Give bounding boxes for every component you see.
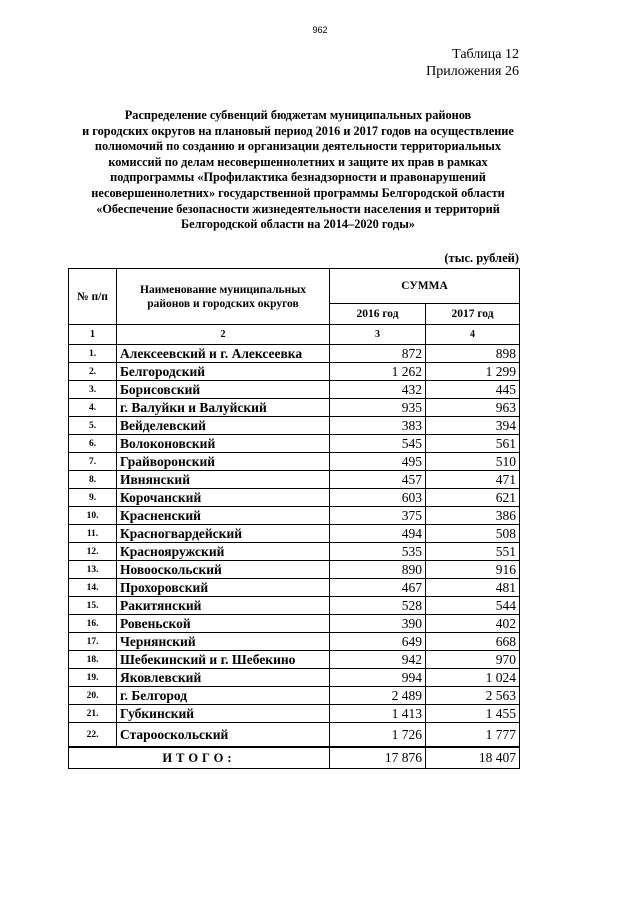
table-row bbox=[69, 579, 520, 597]
table-row bbox=[69, 615, 520, 633]
row-number: 15. bbox=[69, 597, 117, 615]
table-row bbox=[69, 399, 520, 417]
value-2016: 935 bbox=[330, 399, 426, 417]
district-name: Старооскольский bbox=[117, 723, 330, 748]
value-2016: 467 bbox=[330, 579, 426, 597]
table-row bbox=[69, 489, 520, 507]
col-number: 2 bbox=[117, 325, 330, 345]
value-2017: 2 563 bbox=[426, 687, 520, 705]
table-row bbox=[69, 669, 520, 687]
header-row bbox=[69, 269, 520, 304]
value-2016-total: 17 876 bbox=[330, 747, 426, 769]
value-2016: 432 bbox=[330, 381, 426, 399]
value-2016: 1 413 bbox=[330, 705, 426, 723]
value-2017: 1 299 bbox=[426, 363, 520, 381]
value-2016: 383 bbox=[330, 417, 426, 435]
appendix-label: Приложения 26 bbox=[426, 64, 519, 79]
value-2017: 1 455 bbox=[426, 705, 520, 723]
table-row bbox=[69, 507, 520, 525]
district-name: Волоконовский bbox=[117, 435, 330, 453]
table-row bbox=[69, 363, 520, 381]
district-name: Борисовский bbox=[117, 381, 330, 399]
value-2017: 898 bbox=[426, 345, 520, 363]
header-num: № п/п bbox=[69, 269, 117, 325]
value-2017: 668 bbox=[426, 633, 520, 651]
district-name: Шебекинский и г. Шебекино bbox=[117, 651, 330, 669]
subvention-table bbox=[68, 268, 520, 769]
value-2016: 528 bbox=[330, 597, 426, 615]
value-2017: 402 bbox=[426, 615, 520, 633]
table-row bbox=[69, 381, 520, 399]
value-2017: 445 bbox=[426, 381, 520, 399]
value-2017: 1 777 bbox=[426, 723, 520, 748]
value-2016: 535 bbox=[330, 543, 426, 561]
value-2016: 545 bbox=[330, 435, 426, 453]
value-2017: 508 bbox=[426, 525, 520, 543]
row-number: 14. bbox=[69, 579, 117, 597]
value-2017: 916 bbox=[426, 561, 520, 579]
row-number: 13. bbox=[69, 561, 117, 579]
value-2016: 890 bbox=[330, 561, 426, 579]
title-line: комиссий по делам несовершеннолетних и защите их прав в рамках bbox=[108, 154, 488, 169]
title-line: Распределение субвенций бюджетам муниципальных районов bbox=[124, 108, 472, 122]
row-number: 22. bbox=[69, 723, 117, 748]
value-2016: 390 bbox=[330, 615, 426, 633]
value-2016: 942 bbox=[330, 651, 426, 669]
row-number: 7. bbox=[69, 453, 117, 471]
table-row bbox=[69, 543, 520, 561]
district-name: Вейделевский bbox=[117, 417, 330, 435]
row-number: 8. bbox=[69, 471, 117, 489]
header-name: Наименование муниципальных районов и городских округов bbox=[117, 269, 330, 325]
value-2016: 375 bbox=[330, 507, 426, 525]
district-name: Белгородский bbox=[117, 363, 330, 381]
table-row bbox=[69, 417, 520, 435]
col-number: 1 bbox=[69, 325, 117, 345]
row-number: 5. bbox=[69, 417, 117, 435]
district-name: Алексеевский и г. Алексеевка bbox=[117, 345, 330, 363]
district-name: Чернянский bbox=[117, 633, 330, 651]
value-2016: 872 bbox=[330, 345, 426, 363]
table-row bbox=[69, 723, 520, 748]
district-name: Красненский bbox=[117, 507, 330, 525]
value-2016: 649 bbox=[330, 633, 426, 651]
value-2016: 495 bbox=[330, 453, 426, 471]
header-2016: 2016 год bbox=[330, 304, 426, 325]
value-2017: 394 bbox=[426, 417, 520, 435]
page-number: 962 bbox=[312, 25, 328, 35]
district-name: Краснояружский bbox=[117, 543, 330, 561]
value-2016: 457 bbox=[330, 471, 426, 489]
row-number: 9. bbox=[69, 489, 117, 507]
row-number: 1. bbox=[69, 345, 117, 363]
district-name: Ивнянский bbox=[117, 471, 330, 489]
title-line: Белгородской области на 2014–2020 годы» bbox=[181, 217, 415, 232]
table-label: Таблица 12 bbox=[452, 47, 519, 62]
row-number: 12. bbox=[69, 543, 117, 561]
header-sum: СУММА bbox=[330, 269, 520, 304]
annex-label bbox=[426, 46, 519, 80]
table-row bbox=[69, 651, 520, 669]
table-row bbox=[69, 525, 520, 543]
row-number: 10. bbox=[69, 507, 117, 525]
district-name: Грайворонский bbox=[117, 453, 330, 471]
value-2017: 561 bbox=[426, 435, 520, 453]
title-line: «Обеспечение безопасности жизнедеятельности населения и территорий bbox=[96, 201, 500, 216]
row-number: 6. bbox=[69, 435, 117, 453]
value-2017: 551 bbox=[426, 543, 520, 561]
title-line: полномочий по созданию и организации деятельности территориальных bbox=[94, 139, 502, 154]
row-number: 2. bbox=[69, 363, 117, 381]
district-name: Ровеньской bbox=[117, 615, 330, 633]
title-line: и городских округов на плановый период 2016 и 2017 годов на осуществление bbox=[82, 123, 514, 138]
table-row bbox=[69, 633, 520, 651]
title-line: несовершеннолетних» государственной программы Белгородской области bbox=[91, 185, 505, 200]
row-number: 21. bbox=[69, 705, 117, 723]
column-number-row bbox=[69, 325, 520, 345]
value-2017: 544 bbox=[426, 597, 520, 615]
value-2017: 1 024 bbox=[426, 669, 520, 687]
value-2016: 1 726 bbox=[330, 723, 426, 748]
units-label: (тыс. рублей) bbox=[444, 251, 519, 265]
value-2017: 386 bbox=[426, 507, 520, 525]
col-number: 4 bbox=[426, 325, 520, 345]
district-name: Прохоровский bbox=[117, 579, 330, 597]
district-name: Новооскольский bbox=[117, 561, 330, 579]
district-name: Губкинский bbox=[117, 705, 330, 723]
table-row bbox=[69, 705, 520, 723]
row-number: 19. bbox=[69, 669, 117, 687]
table-row bbox=[69, 687, 520, 705]
value-2017: 471 bbox=[426, 471, 520, 489]
row-number: 4. bbox=[69, 399, 117, 417]
value-2016: 994 bbox=[330, 669, 426, 687]
value-2017: 510 bbox=[426, 453, 520, 471]
value-2016: 603 bbox=[330, 489, 426, 507]
total-row bbox=[69, 747, 520, 769]
row-number: 20. bbox=[69, 687, 117, 705]
row-number: 18. bbox=[69, 651, 117, 669]
value-2016: 494 bbox=[330, 525, 426, 543]
row-number: 11. bbox=[69, 525, 117, 543]
value-2017-total: 18 407 bbox=[426, 747, 520, 769]
district-name: Корочанский bbox=[117, 489, 330, 507]
header-2017: 2017 год bbox=[426, 304, 520, 325]
table-row bbox=[69, 561, 520, 579]
value-2017: 621 bbox=[426, 489, 520, 507]
title-line: подпрограммы «Профилактика безнадзорности и правонарушений bbox=[110, 170, 486, 185]
value-2017: 963 bbox=[426, 399, 520, 417]
value-2016: 2 489 bbox=[330, 687, 426, 705]
table-row bbox=[69, 435, 520, 453]
value-2017: 481 bbox=[426, 579, 520, 597]
total-label: ИТОГО: bbox=[69, 747, 330, 769]
table-row bbox=[69, 597, 520, 615]
row-number: 3. bbox=[69, 381, 117, 399]
value-2017: 970 bbox=[426, 651, 520, 669]
document-title bbox=[65, 108, 531, 233]
district-name: Ракитянский bbox=[117, 597, 330, 615]
col-number: 3 bbox=[330, 325, 426, 345]
table-row bbox=[69, 345, 520, 363]
district-name: г. Белгород bbox=[117, 687, 330, 705]
table-row bbox=[69, 453, 520, 471]
value-2016: 1 262 bbox=[330, 363, 426, 381]
district-name: Яковлевский bbox=[117, 669, 330, 687]
table-row bbox=[69, 471, 520, 489]
district-name: Красногвардейский bbox=[117, 525, 330, 543]
row-number: 17. bbox=[69, 633, 117, 651]
row-number: 16. bbox=[69, 615, 117, 633]
district-name: г. Валуйки и Валуйский bbox=[117, 399, 330, 417]
